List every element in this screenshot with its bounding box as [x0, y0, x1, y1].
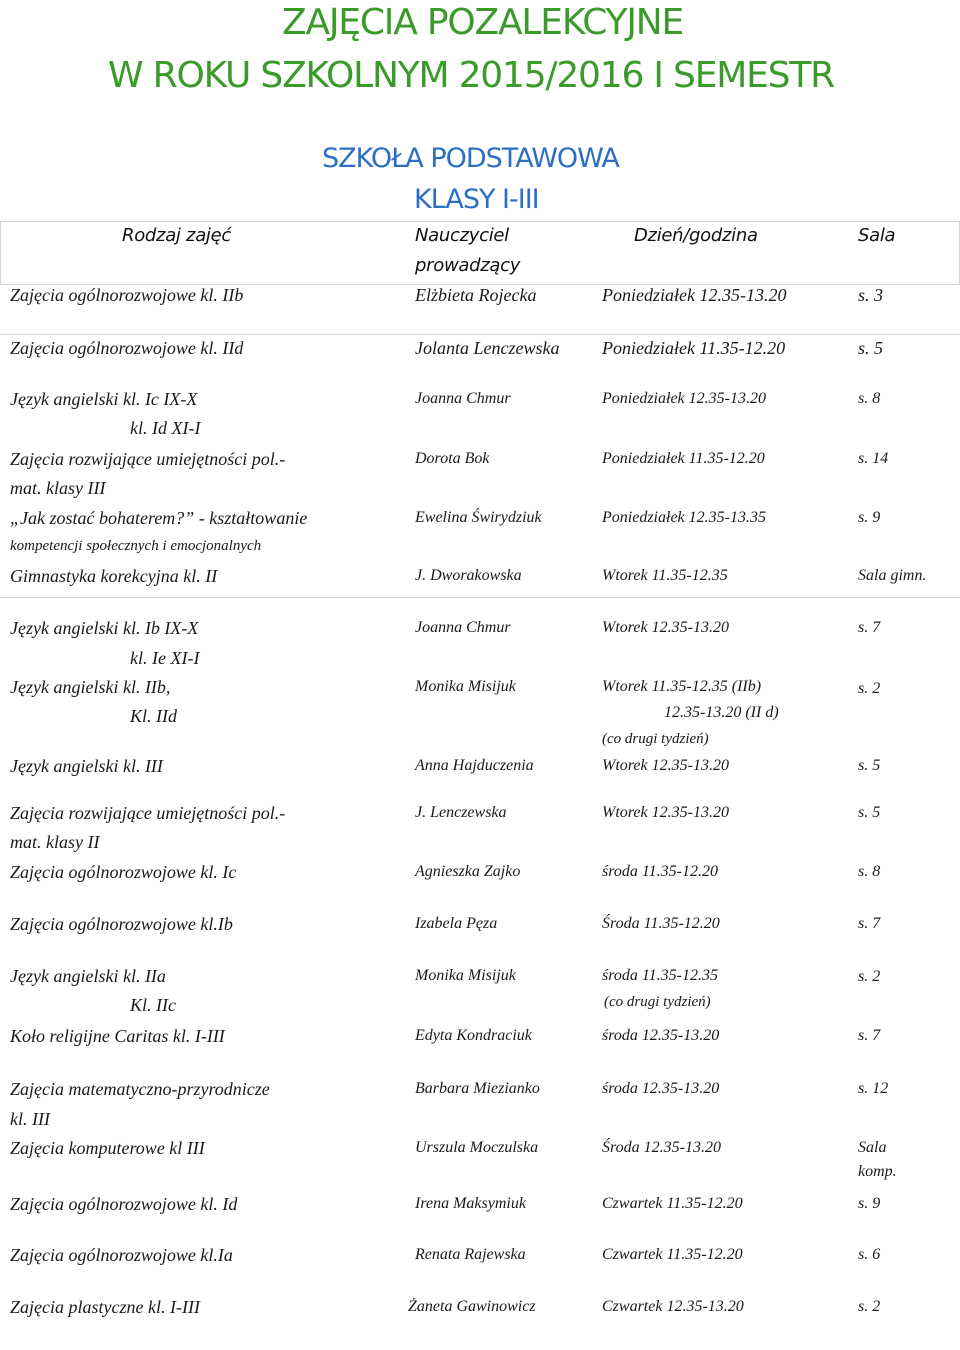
- room-cell: Sala gimn.: [858, 567, 927, 584]
- time-cell: Środa 11.35-12.20: [602, 915, 720, 932]
- time-cell: Wtorek 11.35-12.35: [602, 567, 728, 584]
- room-cell: s. 7: [858, 915, 881, 932]
- room-cell: s. 5: [858, 338, 884, 358]
- teacher-cell: Anna Hajduczenia: [415, 757, 534, 774]
- school-name: SZKOŁA PODSTAWOWA: [322, 143, 619, 174]
- room-cell: s. 7: [858, 619, 881, 636]
- room-cell: s. 12: [858, 1080, 889, 1097]
- row-separator: [0, 334, 960, 335]
- room-cell: s. 2: [858, 1298, 881, 1315]
- teacher-cell: Ewelina Świrydziuk: [415, 509, 542, 526]
- teacher-cell: Jolanta Lenczewska: [415, 338, 560, 358]
- activity-cell: Język angielski kl. IIb,: [10, 677, 171, 697]
- teacher-cell: J. Lenczewska: [415, 804, 507, 821]
- time-cell: Wtorek 12.35-13.20: [602, 757, 729, 774]
- activity-cell-cont: kl. Id XI-I: [130, 418, 201, 438]
- activity-cell-cont: Kl. IId: [130, 706, 177, 726]
- time-cell: środa 11.35-12.20: [602, 863, 718, 880]
- header-activity: Rodzaj zajęć: [122, 225, 231, 246]
- activity-cell-cont: kl. III: [10, 1109, 50, 1129]
- time-cell-cont: 12.35-13.20 (II d): [664, 704, 779, 721]
- header-left-border: [0, 221, 1, 285]
- activity-cell: Język angielski kl. Ic IX-X: [10, 389, 198, 409]
- teacher-cell: Urszula Moczulska: [415, 1139, 539, 1156]
- room-cell: s. 2: [858, 680, 881, 697]
- activity-cell: Gimnastyka korekcyjna kl. II: [10, 566, 218, 586]
- teacher-cell: Barbara Miezianko: [415, 1080, 540, 1097]
- time-cell: Poniedziałek 12.35-13.20: [602, 390, 766, 407]
- time-cell: Środa 12.35-13.20: [602, 1139, 721, 1156]
- room-cell: s. 14: [858, 450, 889, 467]
- time-cell: Poniedziałek 12.35-13.35: [602, 509, 766, 526]
- time-cell: Czwartek 11.35-12.20: [602, 1195, 743, 1212]
- activity-cell-cont: mat. klasy III: [10, 478, 106, 498]
- room-cell: s. 6: [858, 1246, 881, 1263]
- activity-cell: Zajęcia ogólnorozwojowe kl.Ia: [10, 1245, 233, 1265]
- activity-cell: Zajęcia rozwijające umiejętności pol.-: [10, 449, 286, 469]
- activity-cell: Zajęcia komputerowe kl III: [10, 1138, 205, 1158]
- time-cell: Czwartek 12.35-13.20: [602, 1298, 744, 1315]
- activity-cell: Zajęcia ogólnorozwojowe kl. IIb: [10, 285, 244, 305]
- teacher-cell: Joanna Chmur: [415, 619, 511, 636]
- activity-cell: Zajęcia ogólnorozwojowe kl.Ib: [10, 914, 233, 934]
- time-cell: Poniedziałek 12.35-13.20: [602, 285, 787, 305]
- page-title-line-1: ZAJĘCIA POZALEKCYJNE: [282, 2, 684, 43]
- activity-cell: „Jak zostać bohaterem?” - kształtowanie: [10, 508, 308, 528]
- activity-cell-cont: Kl. IIc: [130, 995, 176, 1015]
- teacher-cell: Izabela Pęza: [415, 915, 498, 932]
- room-cell: s. 8: [858, 390, 881, 407]
- grade-range: KLASY I-III: [414, 184, 539, 215]
- header-teacher-cont: prowadzący: [415, 255, 521, 276]
- teacher-cell: Monika Misijuk: [415, 678, 516, 695]
- room-cell: s. 7: [858, 1027, 881, 1044]
- activity-cell: Język angielski kl. Ib IX-X: [10, 618, 199, 638]
- activity-cell: Zajęcia plastyczne kl. I-III: [10, 1297, 200, 1317]
- teacher-cell: Irena Maksymiuk: [415, 1195, 526, 1212]
- time-cell: Czwartek 11.35-12.20: [602, 1246, 743, 1263]
- room-cell-cont: komp.: [858, 1163, 897, 1180]
- room-cell: s. 5: [858, 757, 881, 774]
- room-cell: s. 2: [858, 968, 881, 985]
- teacher-cell: Monika Misijuk: [415, 967, 516, 984]
- time-cell: Wtorek 12.35-13.20: [602, 619, 729, 636]
- teacher-cell: Elżbieta Rojecka: [415, 285, 537, 305]
- time-cell: Poniedziałek 11.35-12.20: [602, 450, 765, 467]
- activity-cell-cont: kompetencji społecznych i emocjonalnych: [10, 538, 262, 554]
- time-cell-note: (co drugi tydzień): [602, 731, 709, 747]
- teacher-cell: Edyta Kondraciuk: [415, 1027, 532, 1044]
- header-teacher: Nauczyciel: [415, 225, 509, 246]
- teacher-cell: Agnieszka Zajko: [415, 863, 521, 880]
- teacher-cell: Dorota Bok: [415, 450, 490, 467]
- room-cell: s. 9: [858, 509, 881, 526]
- header-time: Dzień/godzina: [634, 225, 758, 246]
- activity-cell-cont: mat. klasy II: [10, 832, 100, 852]
- room-cell: s. 8: [858, 863, 881, 880]
- time-cell: Wtorek 11.35-12.35 (IIb): [602, 678, 762, 695]
- activity-cell: Język angielski kl. III: [10, 756, 163, 776]
- room-cell: Sala: [858, 1139, 887, 1156]
- table-top-rule: [0, 221, 960, 222]
- activity-cell: Zajęcia matematyczno-przyrodnicze: [10, 1079, 270, 1099]
- room-cell: s. 3: [858, 285, 884, 305]
- room-cell: s. 5: [858, 804, 881, 821]
- time-cell-note: (co drugi tydzień): [604, 994, 711, 1010]
- time-cell: środa 12.35-13.20: [602, 1027, 720, 1044]
- activity-cell: Zajęcia rozwijające umiejętności pol.-: [10, 803, 286, 823]
- time-cell: środa 11.35-12.35: [602, 967, 718, 984]
- activity-cell: Zajęcia ogólnorozwojowe kl. Id: [10, 1194, 238, 1214]
- time-cell: Wtorek 12.35-13.20: [602, 804, 729, 821]
- activity-cell: Język angielski kl. IIa: [10, 966, 166, 986]
- activity-cell: Koło religijne Caritas kl. I-III: [10, 1026, 225, 1046]
- room-cell: s. 9: [858, 1195, 881, 1212]
- header-room: Sala: [858, 225, 896, 246]
- teacher-cell: Żaneta Gawinowicz: [408, 1298, 536, 1315]
- teacher-cell: J. Dworakowska: [415, 567, 522, 584]
- row-separator: [0, 597, 960, 598]
- time-cell: Poniedziałek 11.35-12.20: [602, 338, 786, 358]
- page-title-line-2: W ROKU SZKOLNYM 2015/2016 I SEMESTR: [108, 55, 834, 96]
- teacher-cell: Renata Rajewska: [415, 1246, 526, 1263]
- activity-cell-cont: kl. Ie XI-I: [130, 648, 200, 668]
- time-cell: środa 12.35-13.20: [602, 1080, 720, 1097]
- teacher-cell: Joanna Chmur: [415, 390, 511, 407]
- activity-cell: Zajęcia ogólnorozwojowe kl. IId: [10, 338, 244, 358]
- activity-cell: Zajęcia ogólnorozwojowe kl. Ic: [10, 862, 237, 882]
